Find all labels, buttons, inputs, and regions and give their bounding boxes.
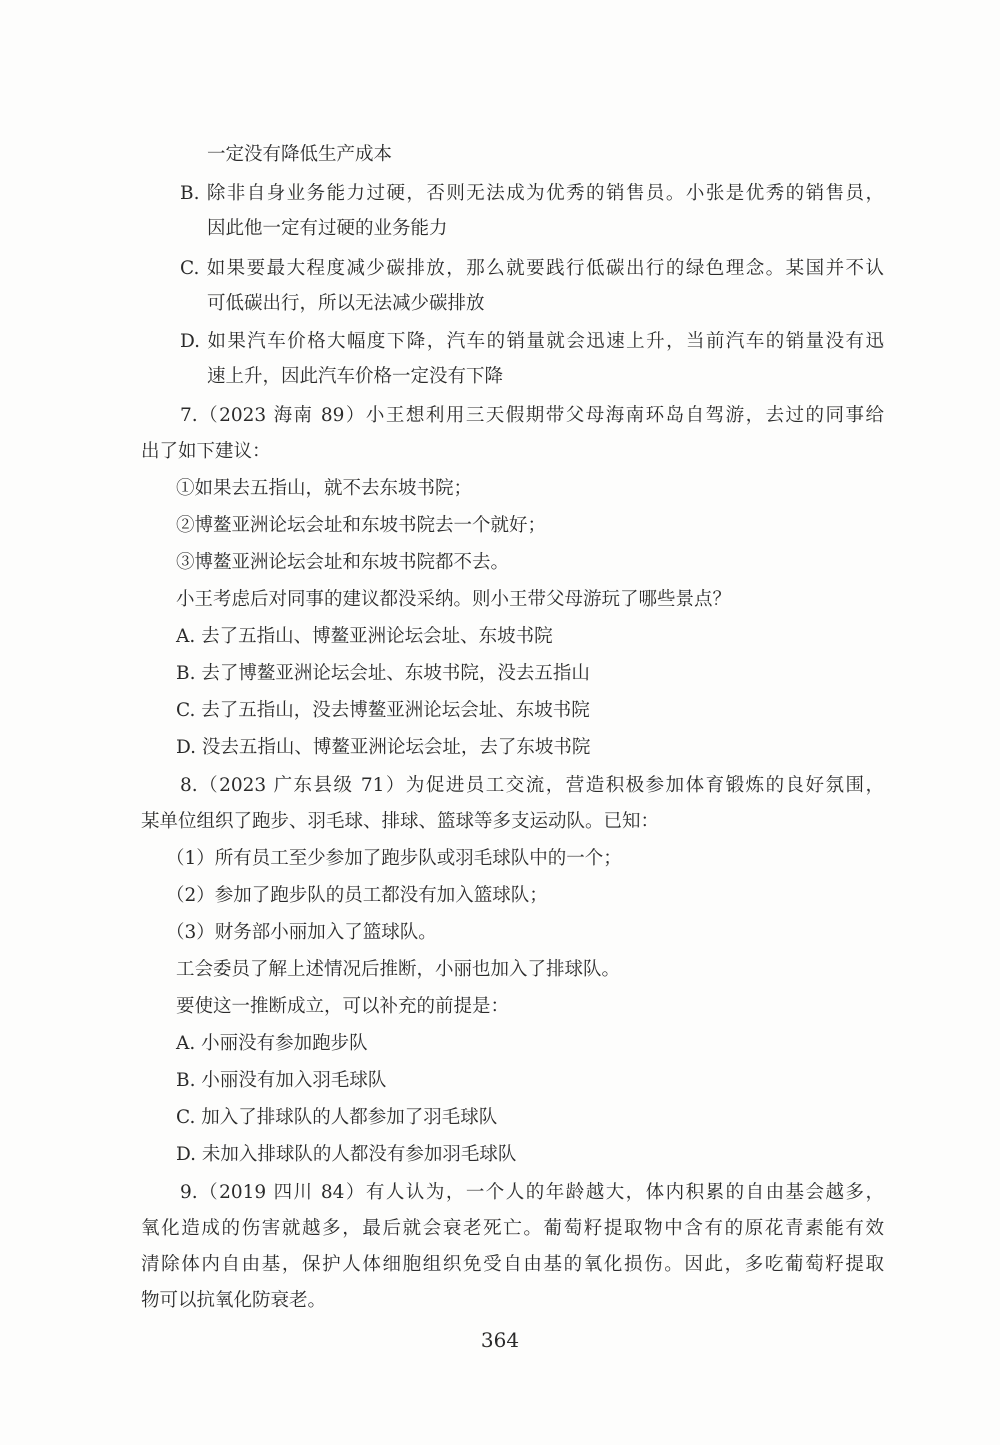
q7-advice-item: ③博鳌亚洲论坛会址和东坡书院都不去。 [176, 552, 510, 573]
q7-advice-item: ②博鳌亚洲论坛会址和东坡书院去一个就好； [176, 515, 547, 536]
q7-stem-line2: 出了如下建议： [141, 441, 271, 462]
q7-option-c: C. 去了五指山，没去博鳌亚洲论坛会址、东坡书院 [176, 700, 590, 721]
q6-option-b-line2: 因此他一定有过硬的业务能力 [207, 218, 448, 239]
page-number: 364 [480, 1328, 520, 1352]
q8-stem-line2: 某单位组织了跑步、羽毛球、排球、篮球等多支运动队。已知： [141, 811, 660, 832]
q8-condition: （1）所有员工至少参加了跑步队或羽毛球队中的一个； [166, 848, 622, 869]
q7-option-a: A. 去了五指山、博鳌亚洲论坛会址、东坡书院 [176, 626, 553, 647]
q7-option-b: B. 去了博鳌亚洲论坛会址、东坡书院，没去五指山 [176, 663, 590, 684]
q8-stem-line1: 8.（2023 广东县级 71）为促进员工交流，营造积极参加体育锻炼的良好氛围， [180, 775, 884, 796]
q8-condition: （3）财务部小丽加入了篮球队。 [166, 922, 437, 943]
q6-option-d-line1: D. 如果汽车价格大幅度下降，汽车的销量就会迅速上升，当前汽车的销量没有迅 [180, 331, 884, 352]
q9-stem-line1: 9.（2019 四川 84）有人认为，一个人的年龄越大，体内积累的自由基会越多， [180, 1182, 884, 1203]
q6-option-c-line2: 可低碳出行，所以无法减少碳排放 [207, 293, 485, 314]
q6-option-b-line1: B. 除非自身业务能力过硬，否则无法成为优秀的销售员。小张是优秀的销售员， [180, 183, 884, 204]
q9-stem-line3: 清除体内自由基，保护人体细胞组织免受自由基的氧化损伤。因此，多吃葡萄籽提取 [141, 1254, 884, 1275]
q6-option-d-line2: 速上升，因此汽车价格一定没有下降 [207, 366, 504, 387]
q7-question: 小王考虑后对同事的建议都没采纳。则小王带父母游玩了哪些景点？ [176, 589, 732, 610]
q8-option-d: D. 未加入排球队的人都没有参加羽毛球队 [176, 1144, 517, 1165]
q8-inference: 工会委员了解上述情况后推断，小丽也加入了排球队。 [176, 959, 621, 980]
q6-option-a-continuation: 一定没有降低生产成本 [207, 144, 393, 165]
q8-condition: （2）参加了跑步队的员工都没有加入篮球队； [166, 885, 548, 906]
q9-stem-line2: 氧化造成的伤害就越多，最后就会衰老死亡。葡萄籽提取物中含有的原花青素能有效 [141, 1218, 884, 1239]
q8-option-c: C. 加入了排球队的人都参加了羽毛球队 [176, 1107, 498, 1128]
q6-option-c-line1: C. 如果要最大程度减少碳排放，那么就要践行低碳出行的绿色理念。某国并不认 [180, 258, 884, 279]
q8-question: 要使这一推断成立，可以补充的前提是： [176, 996, 510, 1017]
q8-option-a: A. 小丽没有参加跑步队 [176, 1033, 368, 1054]
q8-option-b: B. 小丽没有加入羽毛球队 [176, 1070, 387, 1091]
q7-stem-line1: 7.（2023 海南 89）小王想利用三天假期带父母海南环岛自驾游，去过的同事给 [180, 405, 884, 426]
q7-advice-item: ①如果去五指山，就不去东坡书院； [176, 478, 473, 499]
q9-stem-line4: 物可以抗氧化防衰老。 [141, 1290, 327, 1311]
q7-option-d: D. 没去五指山、博鳌亚洲论坛会址，去了东坡书院 [176, 737, 591, 758]
